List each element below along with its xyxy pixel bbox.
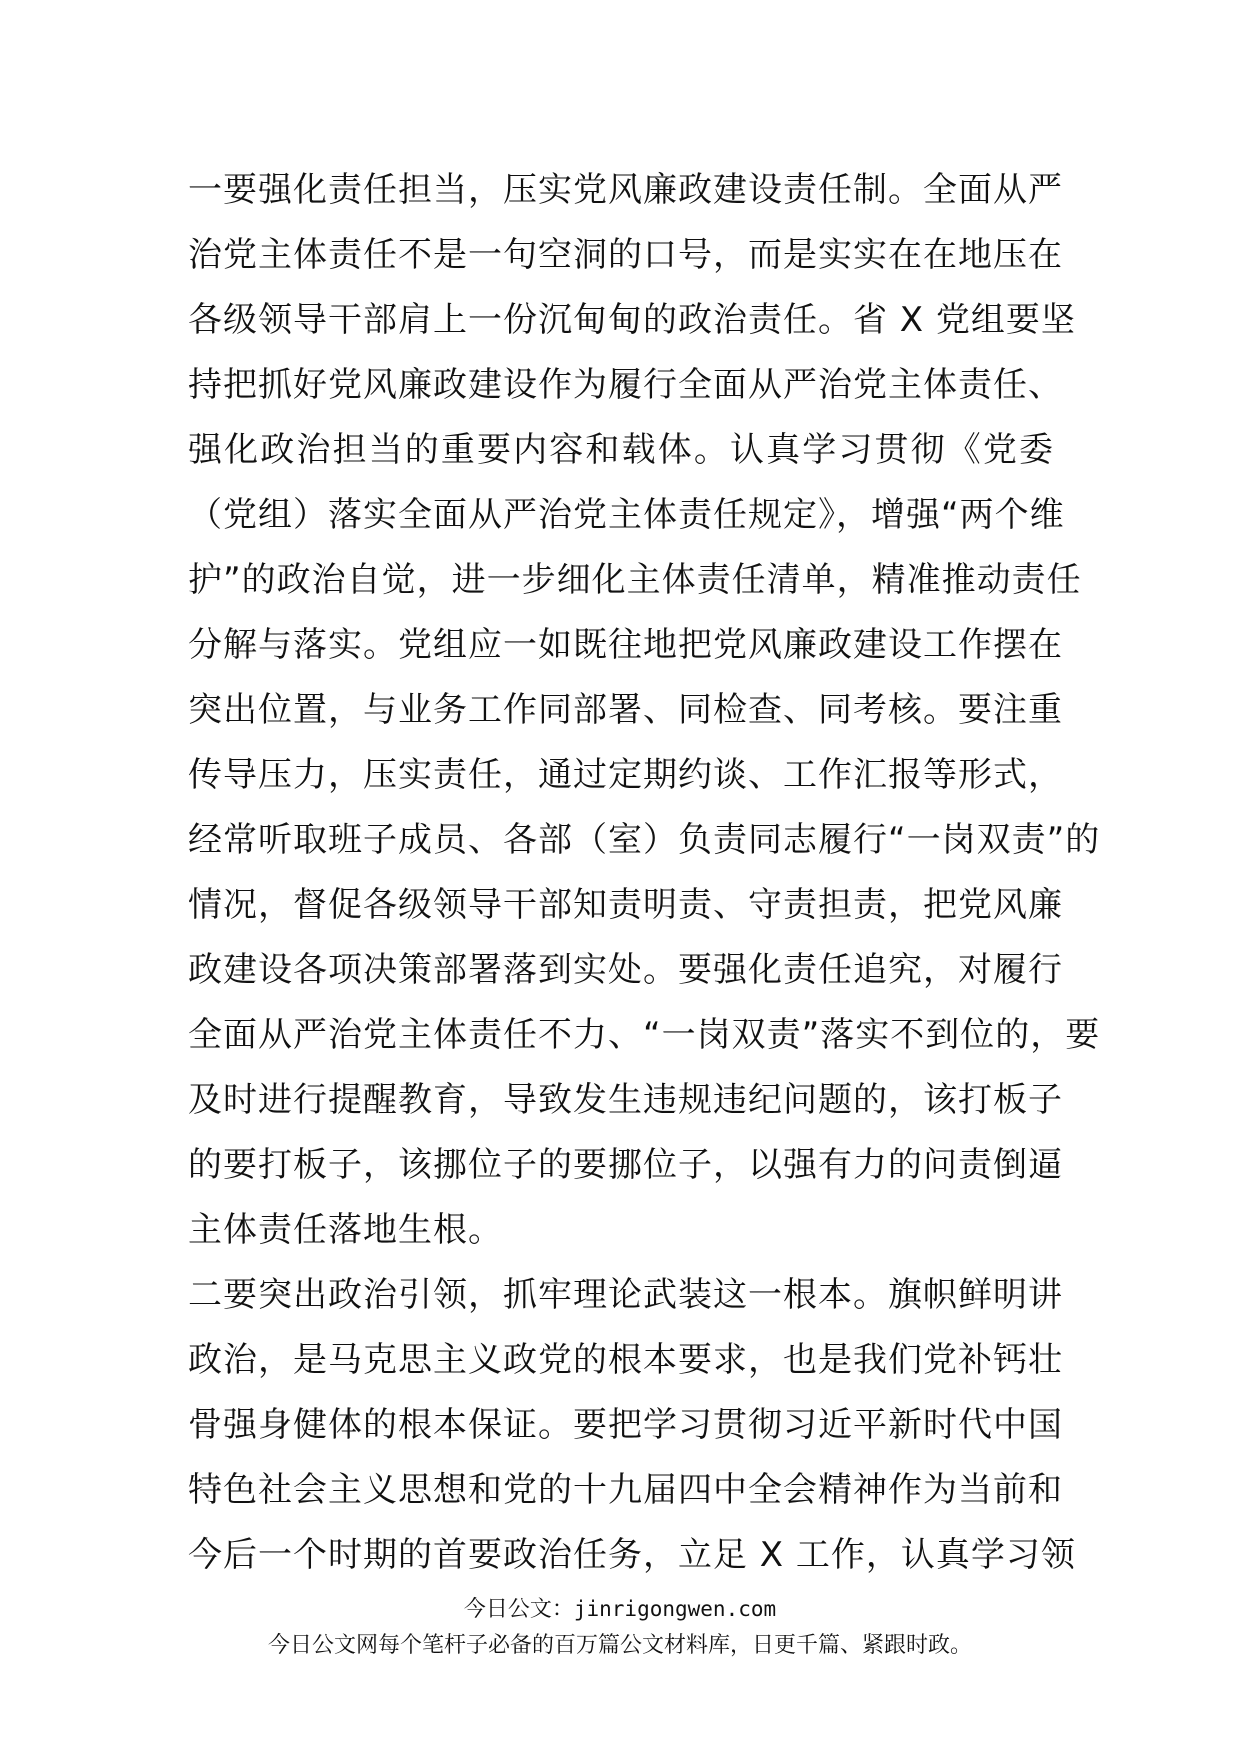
body-line: 经常听取班子成员、各部（室）负责同志履行“一岗双责”的 (188, 820, 1101, 860)
body-line: 二要突出政治引领，抓牢理论武装这一根本。旗帜鲜明讲 (188, 1275, 1063, 1315)
body-line: 治党主体责任不是一句空洞的口号，而是实实在在地压在 (188, 235, 1063, 275)
body-line: 分解与落实。党组应一如既往地把党风廉政建设工作摆在 (188, 625, 1063, 665)
body-line: 的要打板子，该挪位子的要挪位子，以强有力的问责倒逼 (188, 1145, 1063, 1185)
footer-slogan: 今日公文网每个笔杆子必备的百万篇公文材料库，日更千篇、紧跟时政。 (267, 1633, 972, 1658)
body-line: 骨强身健体的根本保证。要把学习贯彻习近平新时代中国 (188, 1405, 1063, 1445)
body-line: 情况，督促各级领导干部知责明责、守责担责，把党风廉 (188, 885, 1063, 925)
paragraph-end-line: 主体责任落地生根。 (188, 1210, 503, 1250)
body-line: 政治，是马克思主义政党的根本要求，也是我们党补钙壮 (188, 1340, 1063, 1380)
body-line: 强化政治担当的重要内容和载体。认真学习贯彻《党委 (188, 430, 1054, 470)
body-line: 各级领导干部肩上一份沉甸甸的政治责任。省 X 党组要坚 (188, 300, 1076, 340)
body-line: 今后一个时期的首要政治任务，立足 X 工作，认真学习领 (188, 1535, 1076, 1575)
body-line: 护”的政治自觉，进一步细化主体责任清单，精准推动责任 (188, 560, 1082, 600)
body-line: 传导压力，压实责任，通过定期约谈、工作汇报等形式， (188, 755, 1063, 795)
body-line: 政建设各项决策部署落到实处。要强化责任追究，对履行 (188, 950, 1063, 990)
body-line: 特色社会主义思想和党的十九届四中全会精神作为当前和 (188, 1470, 1063, 1510)
body-line: 及时进行提醒教育，导致发生违规违纪问题的，该打板子 (188, 1080, 1063, 1120)
footer-source-label: 今日公文： (463, 1597, 574, 1622)
body-line: （党组）落实全面从严治党主体责任规定》，增强“两个维 (188, 495, 1065, 535)
footer-source-link[interactable]: jinrigongwen.com (573, 1597, 777, 1621)
footer-source (0, 1592, 1240, 1623)
body-line: 持把抓好党风廉政建设作为履行全面从严治党主体责任、 (188, 365, 1063, 405)
body-line: 一要强化责任担当，压实党风廉政建设责任制。全面从严 (188, 170, 1063, 210)
document-body (188, 158, 1101, 1588)
body-line: 全面从严治党主体责任不力、“一岗双责”落实不到位的，要 (188, 1015, 1101, 1055)
body-line: 突出位置，与业务工作同部署、同检查、同考核。要注重 (188, 690, 1063, 730)
